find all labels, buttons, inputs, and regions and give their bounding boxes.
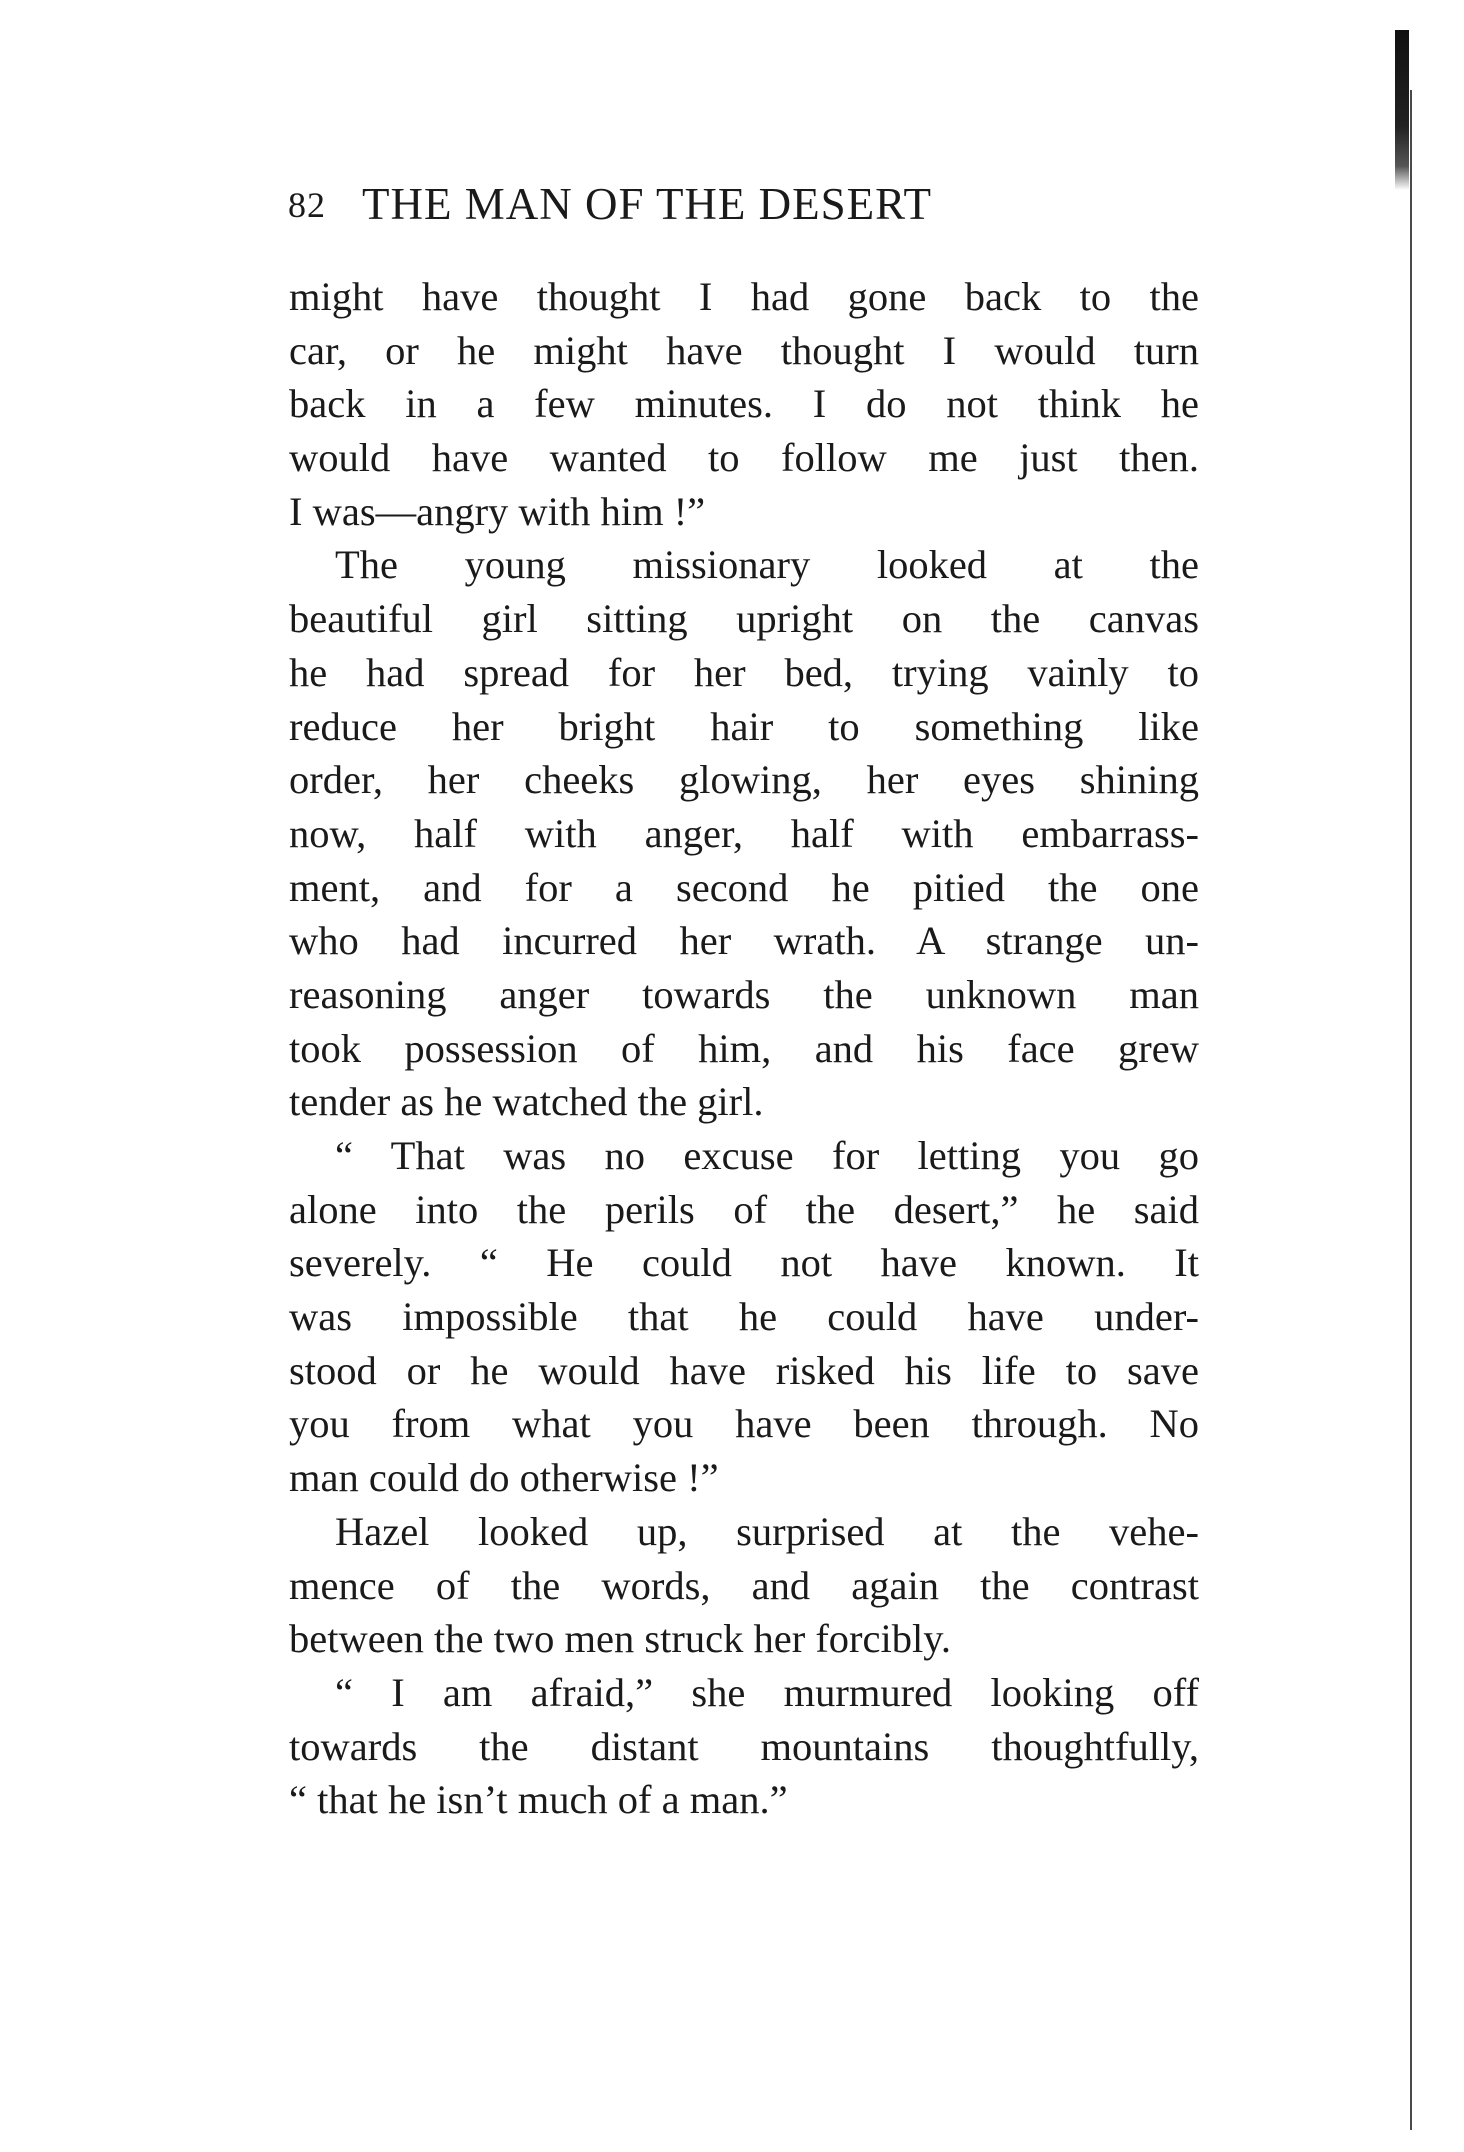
text-line: tender as he watched the girl.: [289, 1079, 764, 1125]
paragraph: [289, 538, 1199, 1129]
page-edge-line: [1410, 90, 1412, 2130]
text-line: alone into the perils of the desert,” he said: [289, 1186, 1199, 1232]
text-line: order, her cheeks glowing, her eyes shining: [289, 757, 1199, 803]
text-line: now, half with anger, half with embarrass-: [289, 810, 1199, 856]
text-line: “ that he isn’t much of a man.”: [289, 1777, 788, 1823]
running-title: THE MAN OF THE DESERT: [362, 179, 932, 229]
text-line: I was—angry with him !”: [289, 488, 706, 534]
text-line: who had incurred her wrath. A strange un-: [289, 918, 1199, 964]
body-text: [289, 270, 1199, 1827]
paragraph: [289, 1666, 1199, 1827]
text-line: beautiful girl sitting upright on the canvas: [289, 596, 1199, 642]
text-line: “ I am afraid,” she murmured looking off: [335, 1669, 1199, 1715]
text-line: reasoning anger towards the unknown man: [289, 971, 1199, 1017]
text-line: severely. “ He could not have known. It: [289, 1240, 1199, 1286]
page-number: 82: [288, 185, 326, 225]
text-line: between the two men struck her forcibly.: [289, 1616, 952, 1662]
text-line: back in a few minutes. I do not think he: [289, 381, 1199, 427]
text-line: reduce her bright hair to something like: [289, 703, 1199, 749]
text-line: towards the distant mountains thoughtfully,: [289, 1723, 1199, 1769]
text-line: you from what you have been through. No: [289, 1401, 1199, 1447]
running-header: [288, 178, 1188, 238]
text-line: mence of the words, and again the contrast: [289, 1562, 1199, 1608]
binding-shadow: [1395, 30, 1409, 190]
paragraph: [289, 270, 1199, 538]
text-line: stood or he would have risked his life to save: [289, 1347, 1199, 1393]
text-line: took possession of him, and his face grew: [289, 1025, 1199, 1071]
paragraph: [289, 1505, 1199, 1666]
text-line: The young missionary looked at the: [335, 542, 1199, 588]
text-line: might have thought I had gone back to the: [289, 274, 1199, 319]
text-line: car, or he might have thought I would turn: [289, 327, 1199, 373]
text-line: Hazel looked up, surprised at the vehe-: [335, 1508, 1199, 1554]
text-line: “ That was no excuse for letting you go: [335, 1133, 1199, 1178]
text-line: was impossible that he could have under-: [289, 1294, 1199, 1340]
text-line: would have wanted to follow me just then.: [289, 435, 1199, 481]
text-line: he had spread for her bed, trying vainly to: [289, 649, 1199, 695]
text-line: ment, and for a second he pitied the one: [289, 864, 1199, 910]
paragraph: [289, 1129, 1199, 1505]
text-line: man could do otherwise !”: [289, 1455, 719, 1501]
